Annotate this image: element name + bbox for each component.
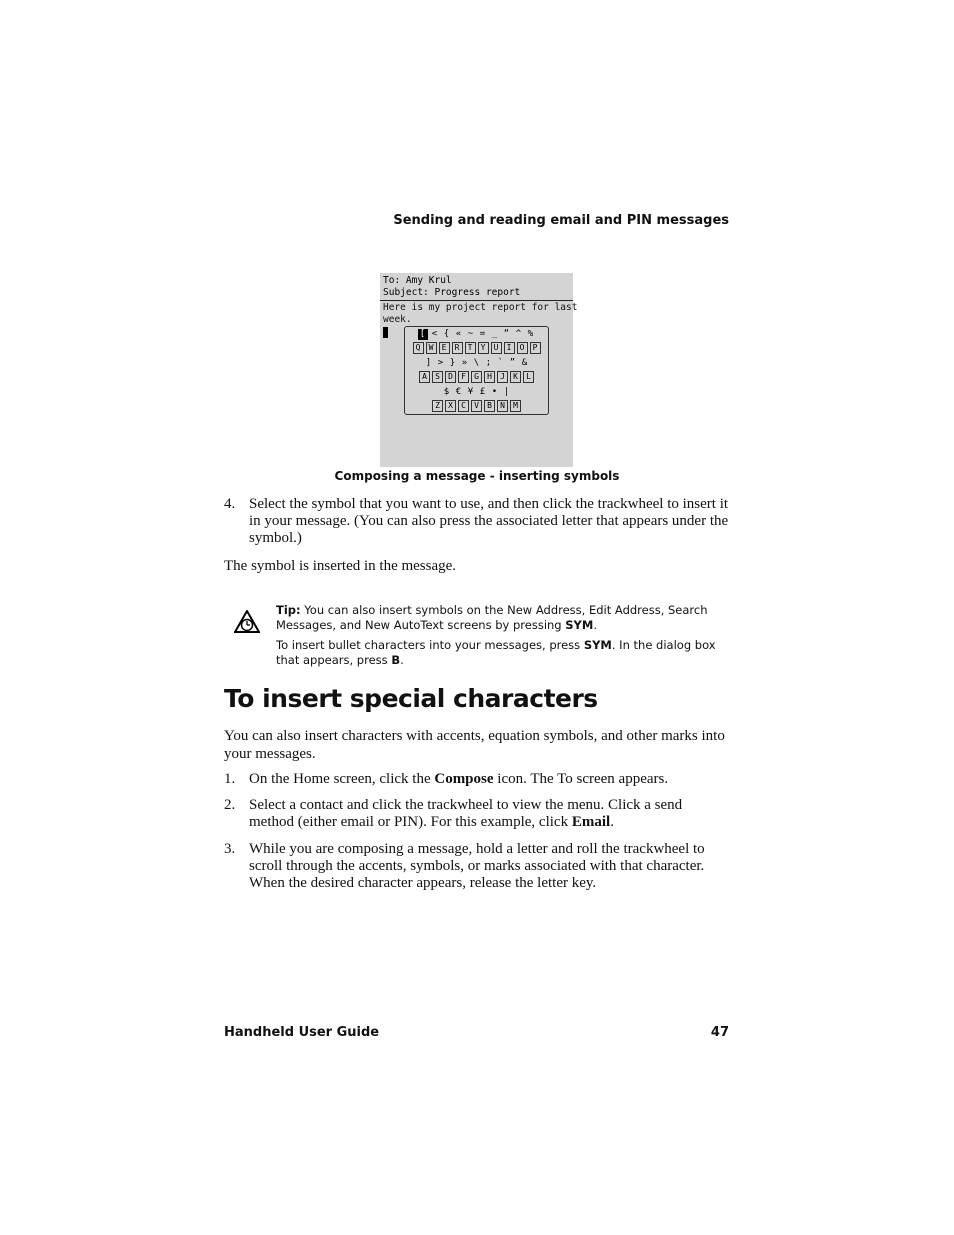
- symbol-cell[interactable]: €: [455, 387, 462, 397]
- key-label: H: [484, 371, 495, 383]
- symbol-cell[interactable]: £: [479, 387, 486, 397]
- symbol-cell[interactable]: ]: [425, 358, 432, 368]
- symbol-row-2: [405, 358, 548, 369]
- body-line-1: Here is my project report for last: [383, 302, 578, 313]
- key-label: C: [458, 400, 469, 412]
- running-header: Sending and reading email and PIN messages: [393, 213, 729, 228]
- symbol-cell[interactable]: ^: [515, 329, 522, 339]
- key-label: R: [452, 342, 463, 354]
- symbol-cell[interactable]: ~: [467, 329, 474, 339]
- tip-text: To insert bullet characters into your messages, press: [276, 638, 584, 652]
- symbol-cell[interactable]: %: [527, 329, 534, 339]
- symbol-cell[interactable]: “: [503, 329, 510, 339]
- symbol-row-3: [405, 387, 548, 398]
- key-label: Q: [413, 342, 424, 354]
- symbol-cell[interactable]: \: [473, 358, 480, 368]
- key-label: T: [465, 342, 476, 354]
- figure-caption: Composing a message - inserting symbols: [334, 469, 620, 483]
- section-title: To insert special characters: [224, 684, 598, 713]
- key-label: U: [491, 342, 502, 354]
- tip-paragraph-1: [276, 603, 724, 633]
- key-label: V: [471, 400, 482, 412]
- tip-text: You can also insert symbols on the New Address, Edit Address, Search Messages, and New AutoText screens by pressing: [276, 603, 708, 632]
- text-cursor: [383, 327, 388, 338]
- key-label: D: [445, 371, 456, 383]
- tip-paragraph-2: [276, 638, 724, 668]
- message-body: [383, 302, 577, 326]
- key-label: N: [497, 400, 508, 412]
- key-label: X: [445, 400, 456, 412]
- key-row-1: [405, 342, 548, 354]
- step-text: While you are composing a message, hold a letter and roll the trackwheel to scroll through the accents, symbols, or marks associated with that character. When the desired character appears, release the letter key.: [249, 841, 705, 891]
- symbol-cell[interactable]: ¥: [467, 387, 474, 397]
- step-text-post: .: [610, 814, 614, 830]
- key-label: L: [523, 371, 534, 383]
- step-number: 4.: [224, 496, 236, 512]
- symbol-cell[interactable]: <: [431, 329, 438, 339]
- key-label: F: [458, 371, 469, 383]
- step-text-pre: On the Home screen, click the: [249, 771, 435, 787]
- subject-line: Subject: Progress report: [383, 287, 521, 298]
- key-row-3: [405, 400, 548, 412]
- tip-text-end: .: [593, 618, 597, 632]
- email-term: Email: [571, 814, 611, 830]
- page-number: 47: [710, 1025, 729, 1040]
- section-intro: You can also insert characters with accents, equation symbols, and other marks into your messages.: [224, 728, 725, 762]
- step-text-pre: Select a contact and click the trackwheel to view the menu. Click a send method (either email or PIN). For this example, click: [249, 797, 683, 830]
- key-label: Y: [478, 342, 489, 354]
- symbol-row-1: [405, 329, 548, 340]
- compose-term: Compose: [434, 771, 494, 787]
- device-screenshot: [380, 273, 578, 467]
- symbol-cell[interactable]: [: [418, 329, 428, 340]
- key-label: A: [419, 371, 430, 383]
- symbol-cell[interactable]: •: [491, 387, 498, 397]
- symbol-cell[interactable]: |: [503, 387, 510, 397]
- key-label: K: [510, 371, 521, 383]
- key-row-2: [405, 371, 548, 383]
- body-line-2: week.: [383, 314, 412, 325]
- key-label: M: [510, 400, 521, 412]
- symbol-cell[interactable]: «: [455, 329, 462, 339]
- symbol-cell[interactable]: ;: [485, 358, 492, 368]
- key-label: B: [484, 400, 495, 412]
- step-text: [249, 771, 729, 788]
- step-text: Select the symbol that you want to use, and then click the trackwheel to insert it in your message. (You can also press the associated letter that appears under the symbol.): [249, 496, 729, 546]
- key-label: S: [432, 371, 443, 383]
- key-label: O: [517, 342, 528, 354]
- b-key: B: [391, 653, 401, 667]
- symbol-cell[interactable]: }: [449, 358, 456, 368]
- key-label: J: [497, 371, 508, 383]
- step-number: 2.: [224, 797, 236, 813]
- symbol-cell[interactable]: $: [443, 387, 450, 397]
- tip-text-mid: . In the dialog box that appears, press: [276, 638, 716, 667]
- key-label: G: [471, 371, 482, 383]
- header-divider: [380, 300, 573, 301]
- key-label: E: [439, 342, 450, 354]
- symbol-cell[interactable]: ”: [509, 358, 516, 368]
- step-text: [249, 797, 729, 831]
- symbol-picker[interactable]: [404, 326, 549, 415]
- key-label: I: [504, 342, 515, 354]
- result-paragraph: The symbol is inserted in the message.: [224, 558, 457, 574]
- step-number: 3.: [224, 841, 236, 857]
- step-text-post: icon. The To screen appears.: [493, 771, 669, 787]
- sym-key: SYM: [583, 638, 612, 652]
- tip-clock-icon: [234, 610, 260, 634]
- symbol-cell[interactable]: {: [443, 329, 450, 339]
- symbol-cell[interactable]: =: [479, 329, 486, 339]
- footer-guide-title: Handheld User Guide: [224, 1025, 380, 1040]
- symbol-cell[interactable]: `: [497, 358, 504, 368]
- key-label: W: [426, 342, 437, 354]
- key-label: P: [530, 342, 541, 354]
- symbol-cell[interactable]: &: [521, 358, 528, 368]
- sym-key: SYM: [565, 618, 594, 632]
- symbol-cell[interactable]: _: [491, 329, 498, 339]
- symbol-cell[interactable]: >: [437, 358, 444, 368]
- tip-label: Tip:: [276, 603, 301, 617]
- step-number: 1.: [224, 771, 236, 787]
- tip-text-end: .: [400, 653, 404, 667]
- to-line: To: Amy Krul: [383, 275, 452, 286]
- symbol-cell[interactable]: »: [461, 358, 468, 368]
- screen-header: [383, 275, 520, 299]
- key-label: Z: [432, 400, 443, 412]
